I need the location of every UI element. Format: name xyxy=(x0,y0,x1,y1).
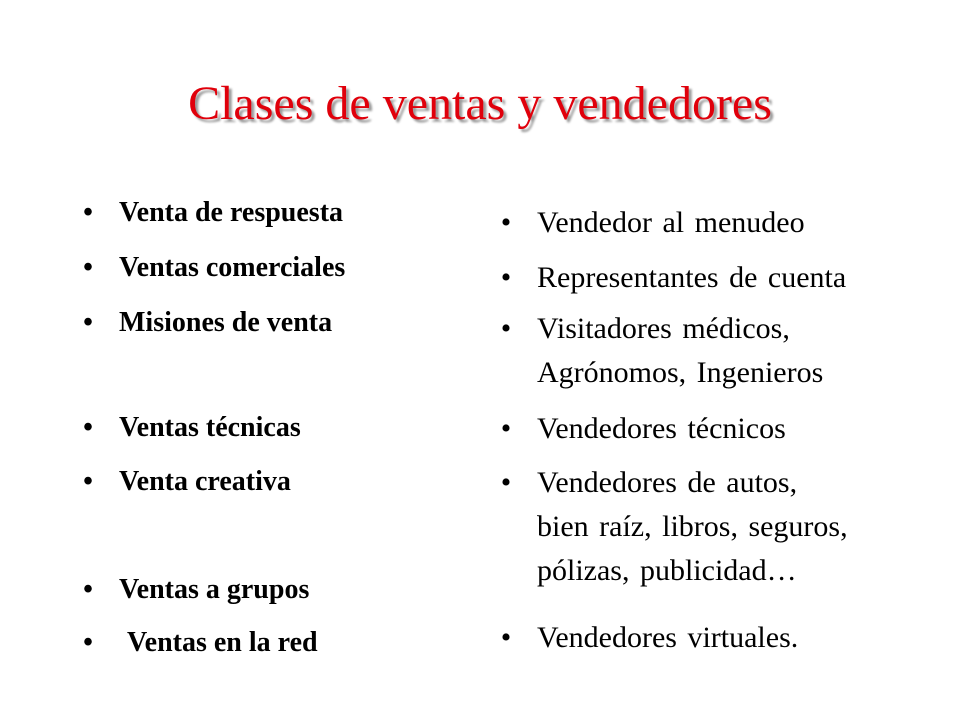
list-item-text: Misiones de venta xyxy=(119,307,333,338)
list-item xyxy=(78,626,318,660)
bullet-icon: • xyxy=(500,621,512,654)
list-item-text: Venta creativa xyxy=(119,466,291,497)
list-item-text: Ventas en la red xyxy=(127,627,318,658)
list-item xyxy=(496,465,797,501)
bullet-icon: • xyxy=(83,307,93,338)
list-item-text: bien raíz, libros, seguros, xyxy=(537,510,848,543)
bullet-icon: • xyxy=(500,466,512,499)
list-item xyxy=(78,306,332,340)
list-item-text: Vendedores virtuales. xyxy=(537,621,799,654)
slide-title: Clases de ventas y vendedores xyxy=(188,77,772,130)
list-item-text: Ventas técnicas xyxy=(119,412,301,443)
list-item-text: pólizas, publicidad… xyxy=(537,554,797,587)
bullet-icon: • xyxy=(500,412,512,445)
list-item xyxy=(496,411,786,447)
list-item-continuation xyxy=(496,553,797,589)
list-item-text: Vendedor al menudeo xyxy=(537,206,805,239)
bullet-icon: • xyxy=(500,261,512,294)
bullet-icon: • xyxy=(500,312,512,345)
list-item-text: Ventas a grupos xyxy=(119,574,310,605)
bullet-icon: • xyxy=(83,252,93,283)
list-item-text: Vendedores de autos, xyxy=(537,466,798,499)
list-item xyxy=(78,411,301,445)
list-item-text: Ventas comerciales xyxy=(119,252,346,283)
list-item-continuation xyxy=(496,355,823,391)
bullet-icon: • xyxy=(83,412,93,443)
list-item-text: Venta de respuesta xyxy=(119,197,344,228)
bullet-icon: • xyxy=(83,574,93,605)
list-item-continuation xyxy=(496,509,848,545)
bullet-icon: • xyxy=(83,466,93,497)
list-item-text: Vendedores técnicos xyxy=(537,412,786,445)
list-item xyxy=(496,260,846,296)
list-item xyxy=(496,205,805,241)
bullet-icon: • xyxy=(500,206,512,239)
list-item-text: Agrónomos, Ingenieros xyxy=(537,356,824,389)
list-item xyxy=(496,620,798,656)
list-item xyxy=(78,251,345,285)
list-item xyxy=(78,465,291,499)
list-item-text: Representantes de cuenta xyxy=(537,261,847,294)
list-item-text: Visitadores médicos, xyxy=(537,312,790,345)
bullet-icon: • xyxy=(83,197,93,228)
list-item xyxy=(78,573,309,607)
list-item xyxy=(78,196,343,230)
list-item xyxy=(496,311,790,347)
bullet-icon: • xyxy=(83,627,93,658)
